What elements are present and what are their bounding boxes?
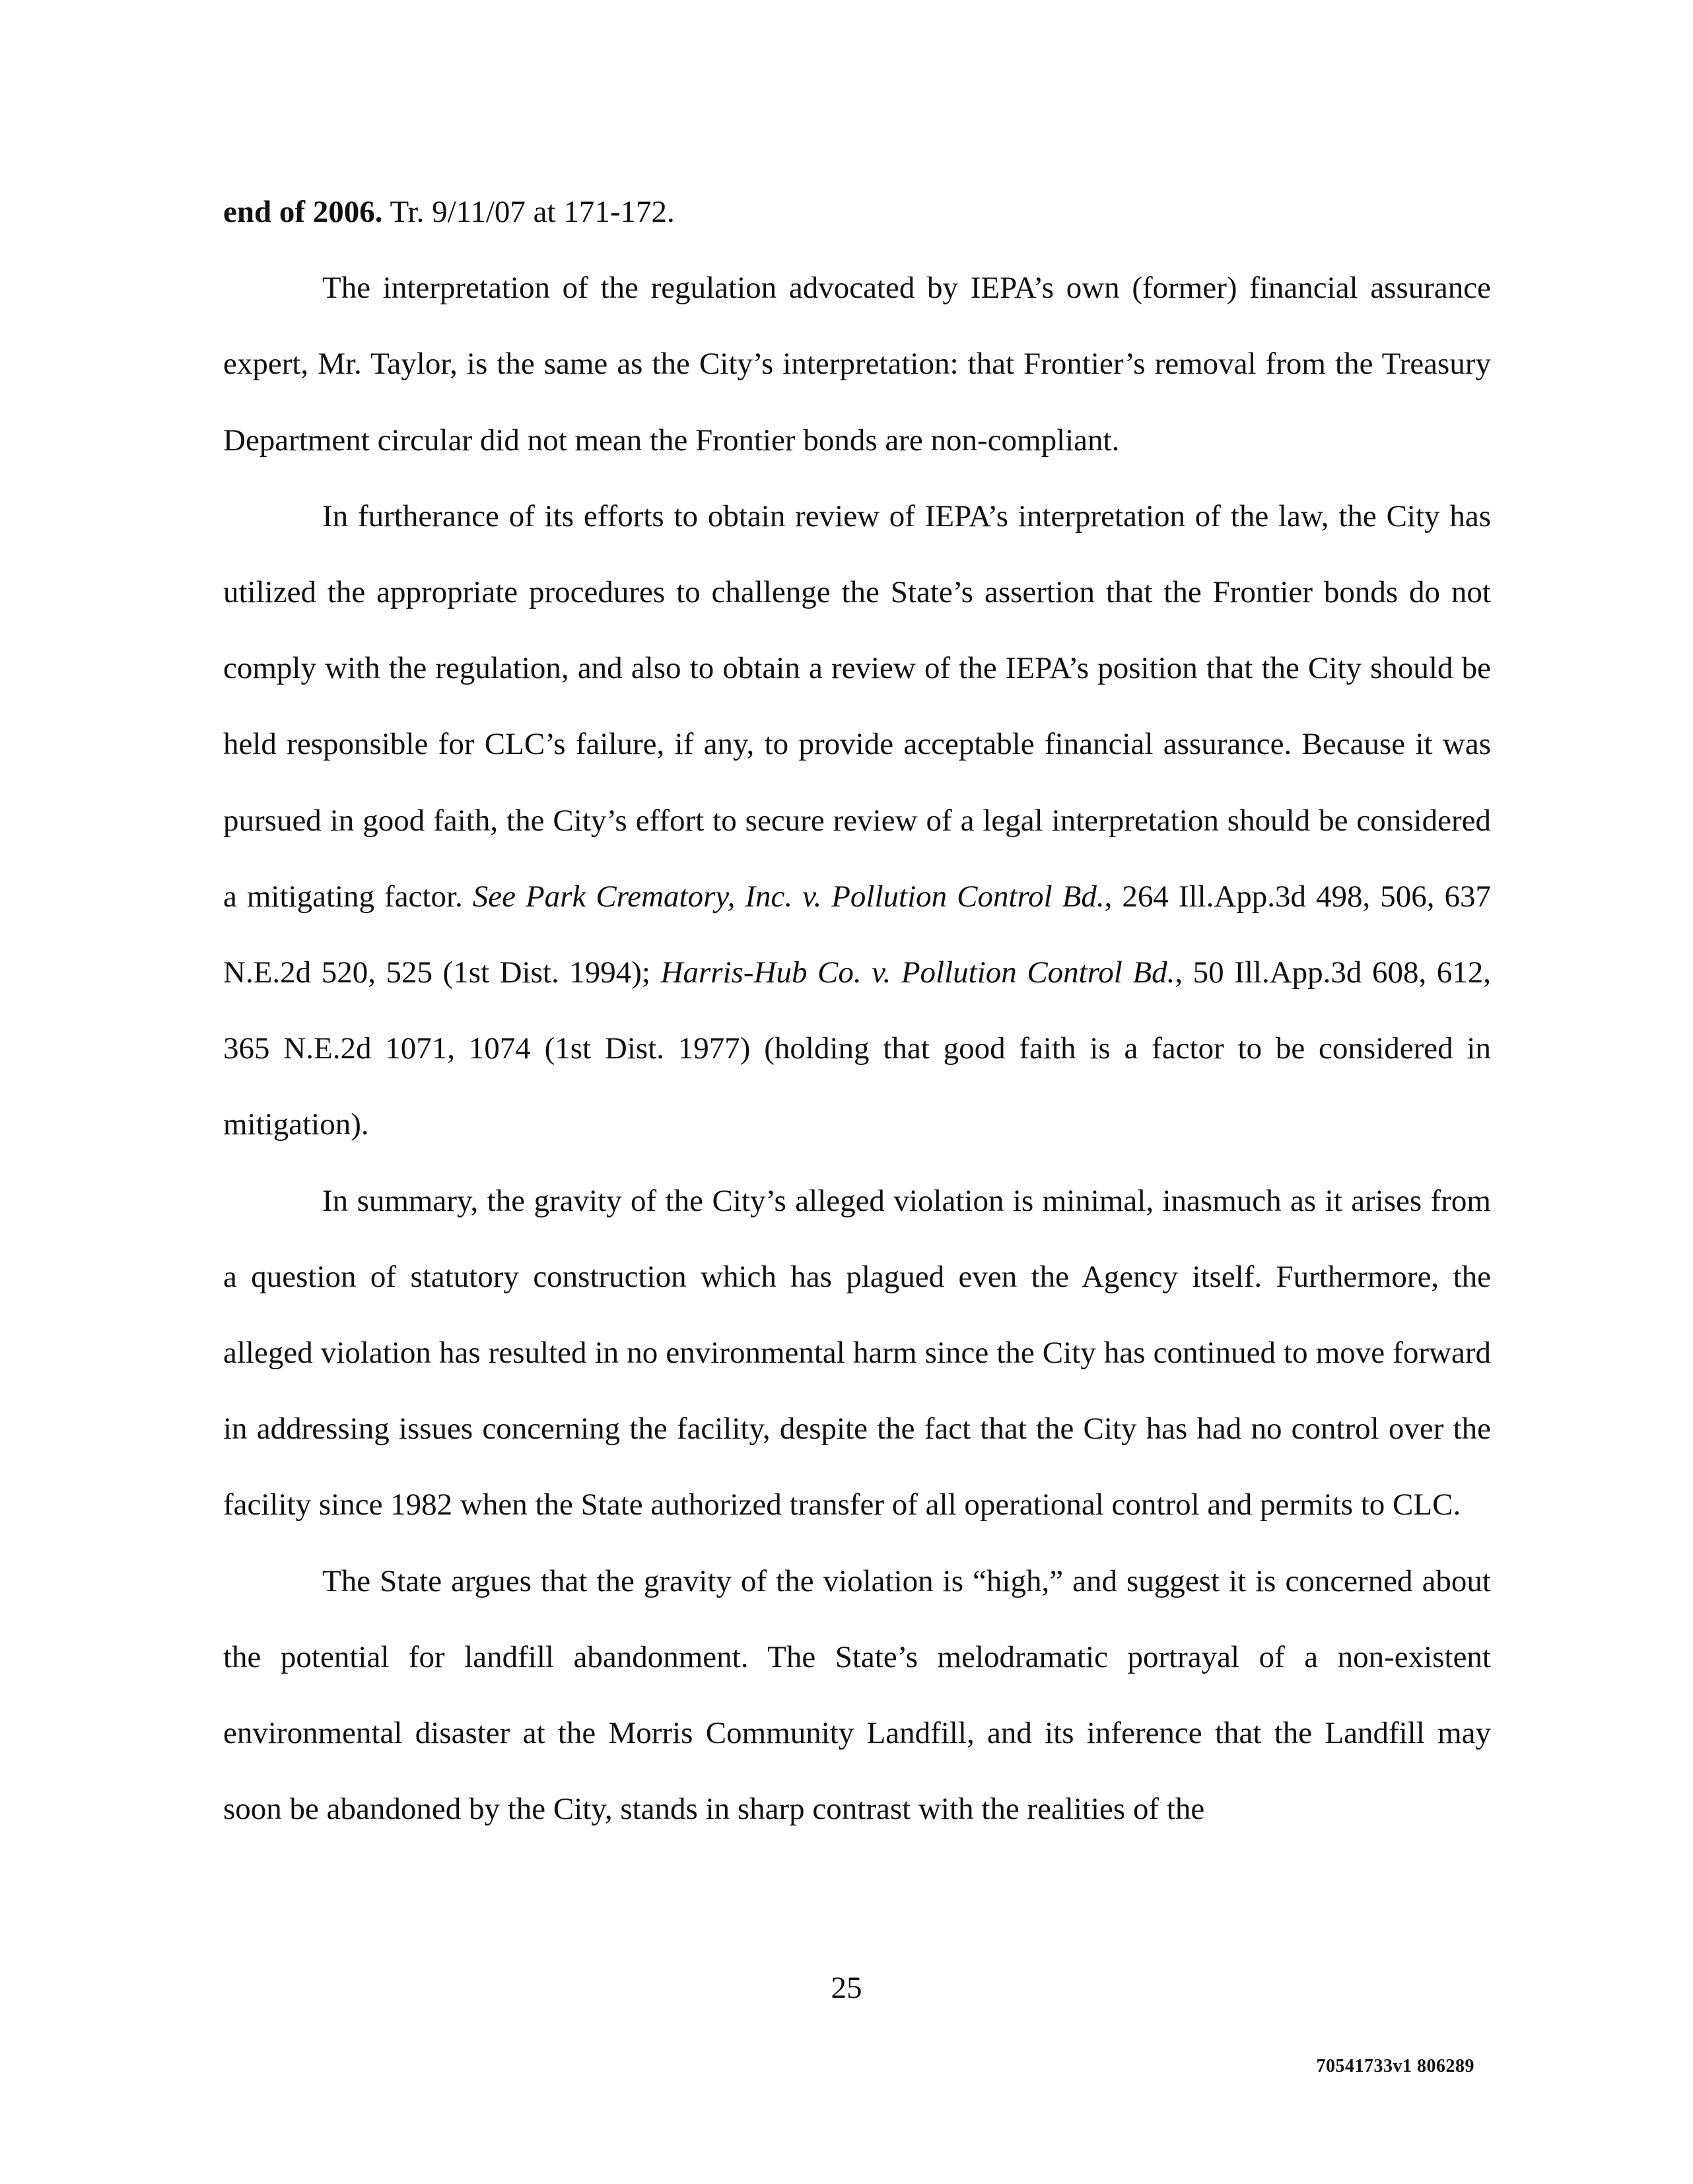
citation-park-crematory-reporter: , 264 Ill.App.3d 498, 506, 637 N.E.2d 520, 525 (1st Dist. 1994); — [223, 879, 1491, 990]
paragraph-review-efforts-text: In furtherance of its efforts to obtain review of IEPA’s interpretation of the law, the City has utilized the appropriate procedures to challenge the State’s assertion that the Frontier bonds do not comply with the regulation, and also to obtain a review of the IEPA’s position that the City should be held responsible for CLC’s failure, if any, to provide acceptable financial assurance. Because it was pursued in good faith, the City’s effort to secure review of a legal interpretation should be considered a mitigating factor. — [223, 498, 1491, 914]
citation-harris-hub: Harris-Hub Co. v. Pollution Control Bd. — [660, 955, 1175, 990]
document-id: 70541733v1 806289 — [1316, 2056, 1474, 2076]
paragraph-summary: In summary, the gravity of the City’s alleged violation is minimal, inasmuch as it arises from a question of statutory construction which has plagued even the Agency itself. Furthermore, the alleged violation has resulted in no environmental harm since the City has continued to move forward in addressing issues concerning the facility, despite the fact that the City has had no control over the facility since 1982 when the State authorized transfer of all operational control and permits to CLC. — [223, 1183, 1491, 1522]
page-number: 25 — [831, 1971, 862, 2005]
paragraph-taylor-interpretation: The interpretation of the regulation advocated by IEPA’s own (former) financial assurance expert, Mr. Taylor, is the same as the City’s interpretation: that Frontier’s removal from the Treasury Department circular did not mean the Frontier bonds are non-compliant. — [223, 271, 1491, 458]
paragraph-state-argument: The State argues that the gravity of the violation is “high,” and suggest it is concerned about the potential for landfill abandonment. The State’s melodramatic portrayal of a non-existent environmental disaster at the Morris Community Landfill, and its inference that the Landfill may soon be abandoned by the City, stands in sharp contrast with the realities of the — [223, 1563, 1491, 1827]
paragraph-review-efforts — [223, 479, 1491, 1163]
paragraph-continuation-bold: end of 2006. — [223, 195, 383, 229]
citation-harris-hub-reporter: , 50 Ill.App.3d 608, 612, 365 N.E.2d 1071, 1074 (1st Dist. 1977) (holding that good faith is a factor to be considered in mitigation). — [223, 955, 1491, 1142]
paragraph-continuation-rest: Tr. 9/11/07 at 171-172. — [382, 195, 675, 229]
document-body — [223, 174, 1491, 1847]
paragraph-continuation — [223, 174, 1491, 250]
citation-park-crematory: See Park Crematory, Inc. v. Pollution Control Bd. — [472, 879, 1105, 914]
